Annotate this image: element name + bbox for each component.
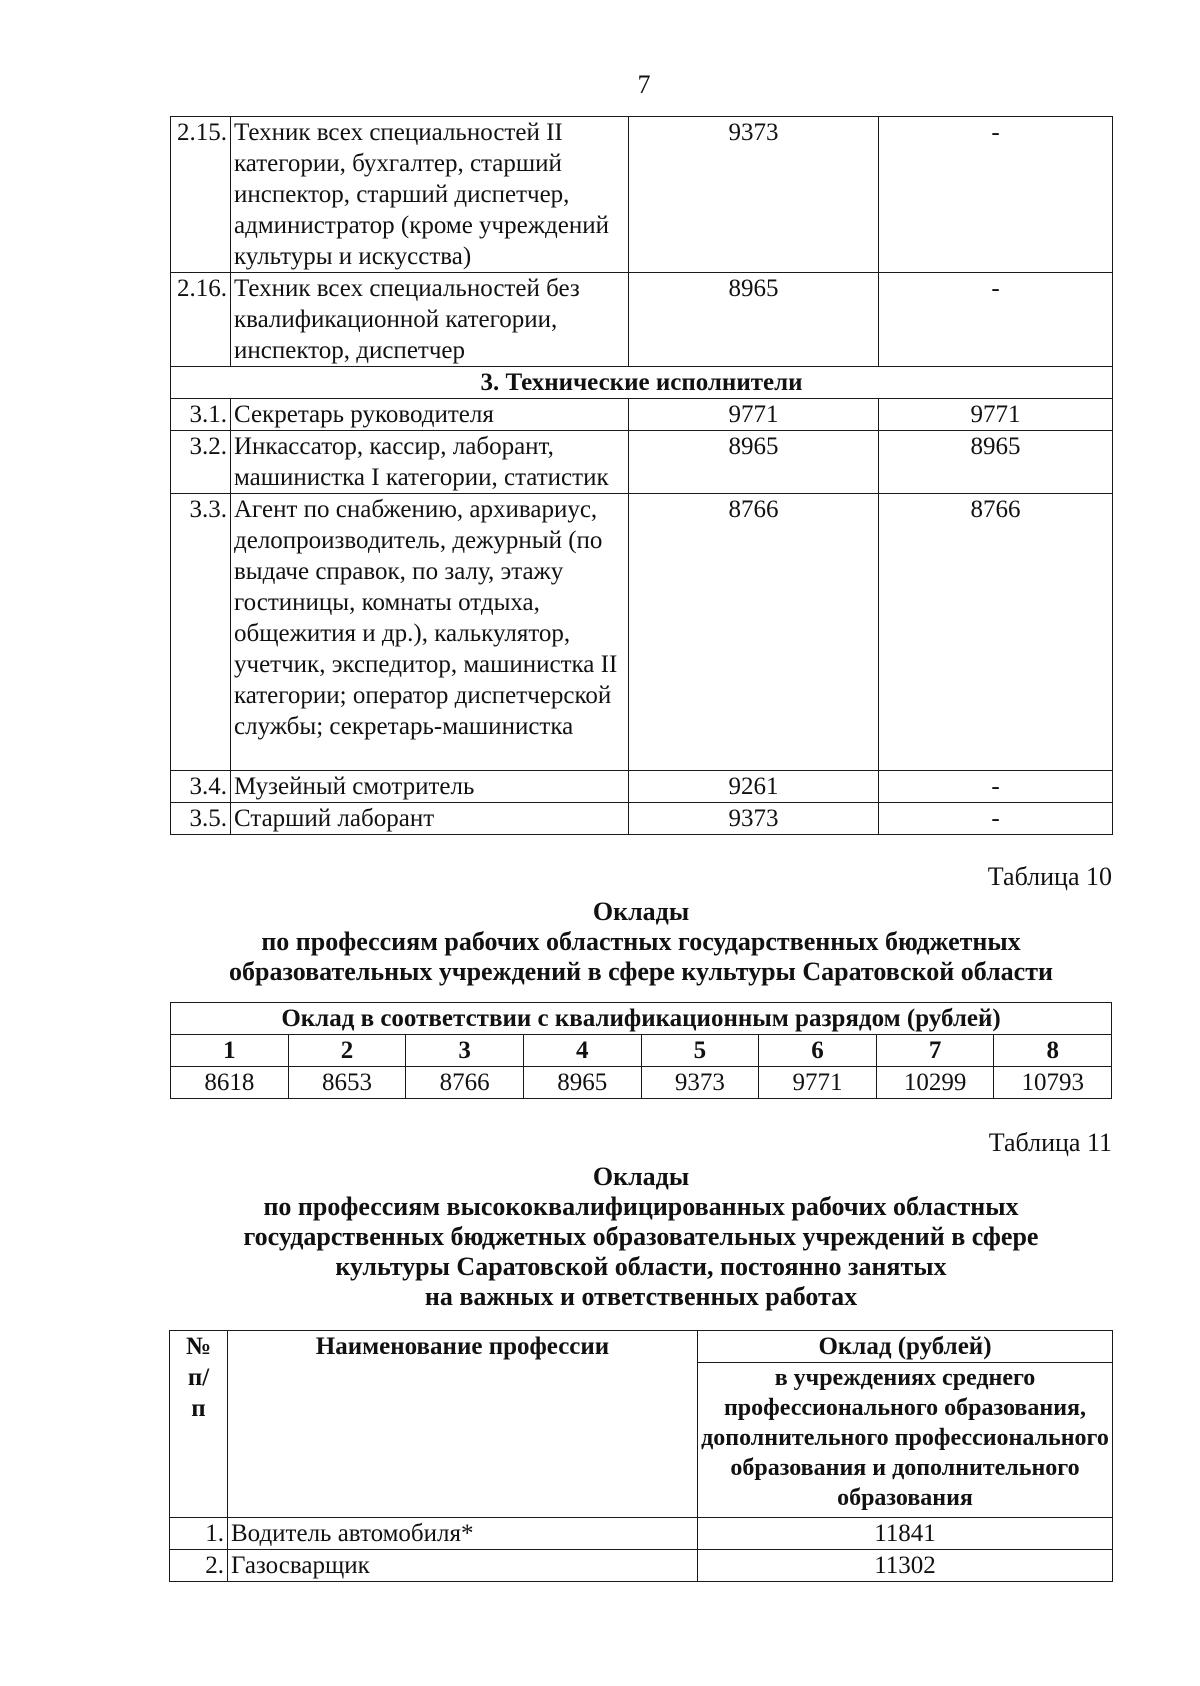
salary-value-2: -: [879, 117, 1113, 273]
row-number: 3.3.: [171, 494, 231, 771]
grade-cell: 6: [759, 1035, 877, 1067]
position-name: Техник всех специальностей II категории, бухгалтер, старший инспектор, старший диспетчер, администратор (кроме учреждений культуры и искусства): [231, 117, 629, 273]
profession-name: Газосварщик: [228, 1550, 698, 1582]
table-row: [171, 431, 1113, 494]
table11-title-line2: по профессиям высококвалифицированных рабочих областных: [263, 1192, 1019, 1221]
grade-cell: 4: [523, 1035, 641, 1067]
grade-cell: 5: [641, 1035, 759, 1067]
salary-cell: 10793: [994, 1067, 1112, 1099]
salary-value-2: 8766: [879, 494, 1113, 771]
position-name: Техник всех специальностей без квалификационной категории, инспектор, диспетчер: [231, 273, 629, 367]
salary-value: 11302: [698, 1550, 1113, 1582]
salary-value: 9373: [629, 803, 879, 835]
grade-cell: 2: [288, 1035, 406, 1067]
page-number: 7: [637, 70, 651, 99]
row-number: 2.15.: [171, 117, 231, 273]
col-salary-header: Оклад (рублей): [698, 1331, 1113, 1363]
table-row: [170, 1550, 1113, 1582]
salary-value-2: 9771: [879, 399, 1113, 431]
row-number: 3.4.: [171, 771, 231, 803]
table-row: [171, 771, 1113, 803]
salary-value-2: -: [879, 273, 1113, 367]
grade-cell: 8: [994, 1035, 1112, 1067]
position-name: Агент по снабжению, архивариус, делопроизводитель, дежурный (по выдаче справок, по залу, этажу гостиницы, комнаты отдыха, общежития и др.), калькулятор, учетчик, экспедитор, машинистка II категории; оператор диспетчерской службы; секретарь-машинистка: [231, 494, 629, 771]
row-number: 2.: [170, 1550, 228, 1582]
salary-value: 8766: [629, 494, 879, 771]
grade-cell: 7: [876, 1035, 994, 1067]
table11-caption: Таблица 11: [988, 1128, 1112, 1157]
position-name: Секретарь руководителя: [231, 399, 629, 431]
table10-grades-row: [171, 1035, 1112, 1067]
table11-header-row: [170, 1331, 1113, 1363]
salary-value: 9261: [629, 771, 879, 803]
row-number: 2.16.: [171, 273, 231, 367]
col-salary-subheader: в учреждениях среднего профессионального образования, дополнительного профессионального образования и дополнительного образования: [698, 1363, 1113, 1518]
table10-title-line2: по профессиям рабочих областных государственных бюджетных: [261, 927, 1021, 956]
salary-cell: 9771: [759, 1067, 877, 1099]
salary-value: 9373: [629, 117, 879, 273]
table-row: [170, 1518, 1113, 1550]
table11-title-line5: на важных и ответственных работах: [424, 1282, 858, 1311]
position-name: Инкассатор, кассир, лаборант, машинистка I категории, статистик: [231, 431, 629, 494]
table-row: [171, 494, 1113, 771]
row-number: 3.1.: [171, 399, 231, 431]
salary-cell: 8618: [171, 1067, 289, 1099]
table10-title-line3: образовательных учреждений в сфере культуры Саратовской области: [229, 957, 1053, 986]
salary-value-2: 8965: [879, 431, 1113, 494]
row-number: 3.5.: [171, 803, 231, 835]
salary-value: 11841: [698, 1518, 1113, 1550]
grade-cell: 1: [171, 1035, 289, 1067]
position-name: Музейный смотритель: [231, 771, 629, 803]
salary-cell: 8766: [406, 1067, 524, 1099]
row-number: 1.: [170, 1518, 228, 1550]
salary-cell: 8653: [288, 1067, 406, 1099]
row-number: 3.2.: [171, 431, 231, 494]
col-number-header: № п/п: [170, 1331, 228, 1518]
table10-header-row: [171, 1003, 1112, 1035]
salary-cell: 9373: [641, 1067, 759, 1099]
table-row: [171, 803, 1113, 835]
section-heading: 3. Технические исполнители: [171, 367, 1113, 399]
table-row: [171, 117, 1113, 273]
grade-cell: 3: [406, 1035, 524, 1067]
position-name: Старший лаборант: [231, 803, 629, 835]
salary-table-continued: [170, 116, 1113, 835]
table-row: [171, 273, 1113, 367]
col-name-header: Наименование профессии: [228, 1331, 698, 1518]
salary-value-2: -: [879, 771, 1113, 803]
table-row: [171, 399, 1113, 431]
salary-cell: 8965: [523, 1067, 641, 1099]
salary-value: 8965: [629, 273, 879, 367]
table10-header: Оклад в соответствии с квалификационным разрядом (рублей): [171, 1003, 1112, 1035]
section-row: [171, 367, 1113, 399]
table10: [170, 1002, 1112, 1099]
table11-title: Оклады: [592, 1162, 690, 1191]
table11-title-line4: культуры Саратовской области, постоянно занятых: [335, 1252, 947, 1281]
profession-name: Водитель автомобиля*: [228, 1518, 698, 1550]
table11: [169, 1330, 1113, 1582]
salary-cell: 10299: [876, 1067, 994, 1099]
salary-value: 9771: [629, 399, 879, 431]
table10-title: Оклады: [592, 897, 690, 926]
table10-caption: Таблица 10: [987, 862, 1112, 891]
table10-values-row: [171, 1067, 1112, 1099]
salary-value-2: -: [879, 803, 1113, 835]
salary-value: 8965: [629, 431, 879, 494]
table11-title-line3: государственных бюджетных образовательных учреждений в сфере: [243, 1222, 1039, 1251]
